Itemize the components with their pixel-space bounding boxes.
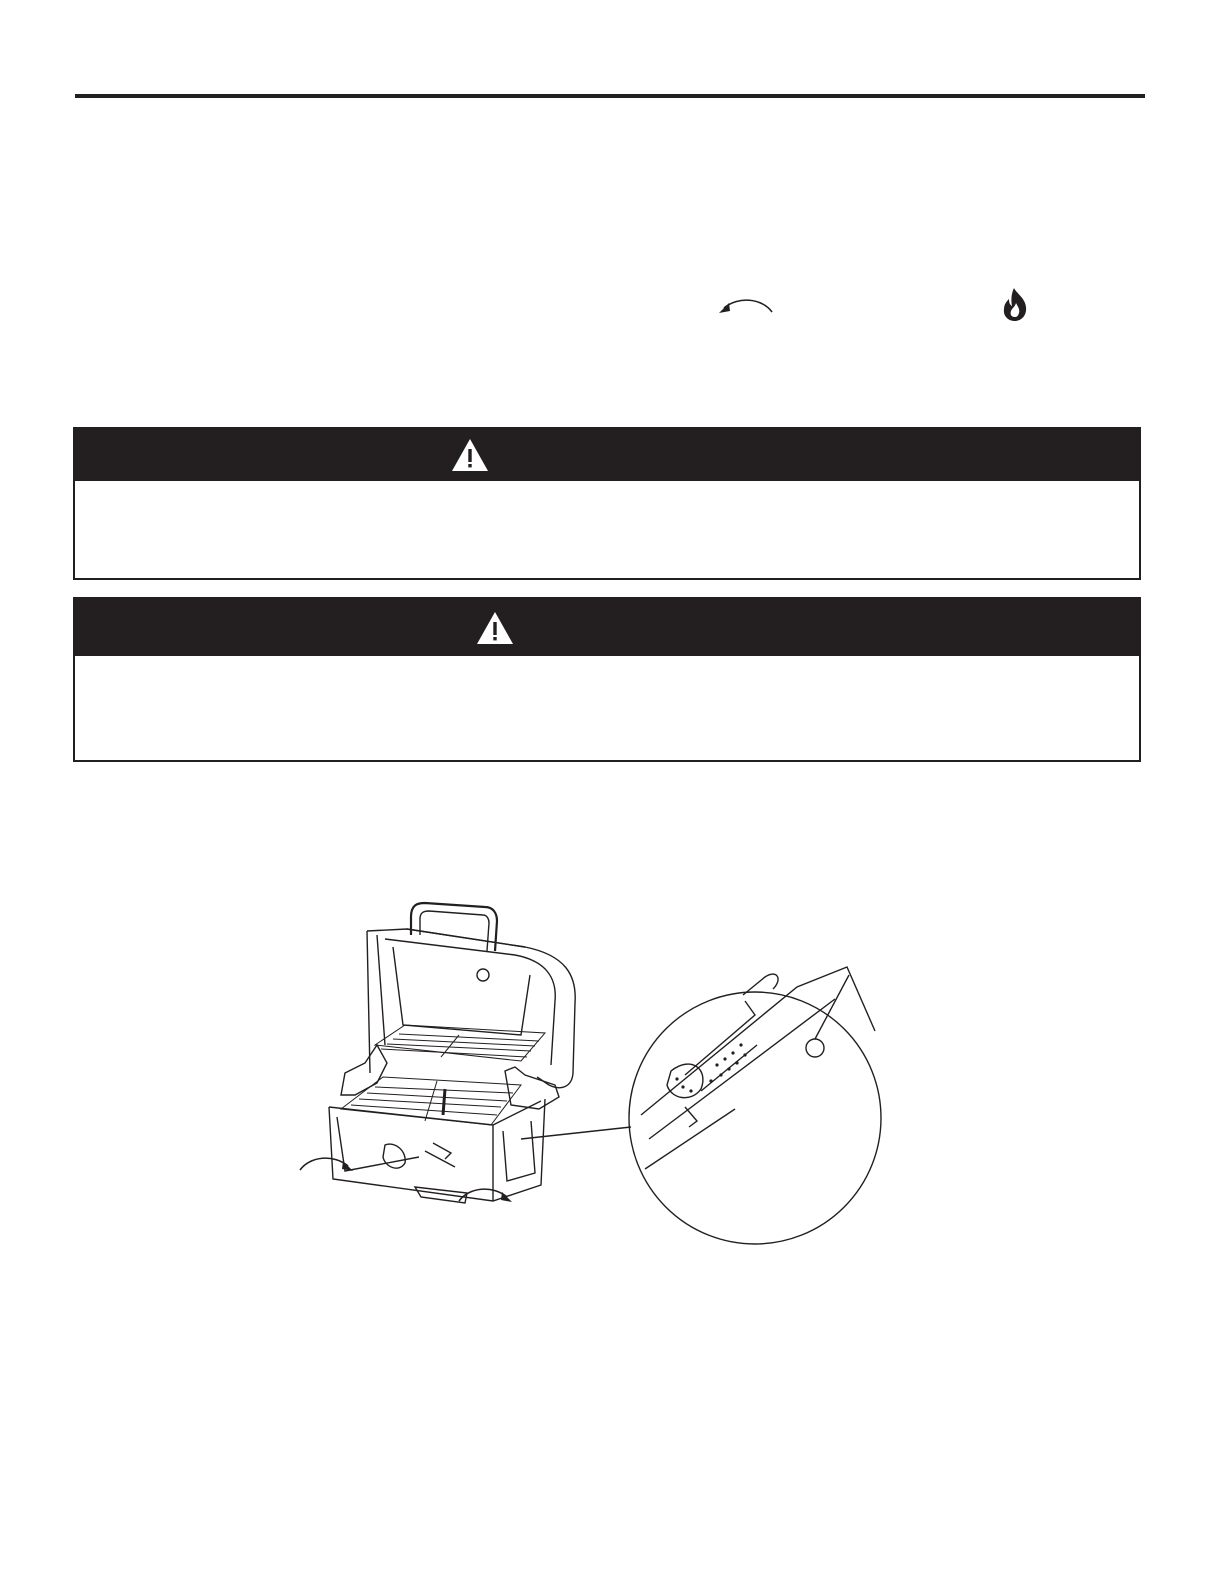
warning-triangle-icon (476, 611, 514, 645)
counterclockwise-arrow-icon (716, 294, 776, 318)
burner-ports (675, 1043, 746, 1092)
burner-detail-circle (629, 967, 881, 1244)
warning-box-2 (73, 597, 1141, 762)
grill-lid (367, 929, 575, 1088)
warning-triangle-icon (451, 438, 489, 472)
clockwise-arrow-icon (296, 1152, 356, 1176)
warning-header-2 (75, 599, 1139, 656)
warning-box-1 (73, 427, 1141, 580)
header-rule (75, 94, 1145, 98)
callout-line (521, 1127, 631, 1139)
clockwise-arrow-icon (455, 1183, 515, 1207)
flame-icon (1001, 287, 1029, 323)
grill-illustration (325, 895, 885, 1247)
warning-header-1 (75, 429, 1139, 481)
